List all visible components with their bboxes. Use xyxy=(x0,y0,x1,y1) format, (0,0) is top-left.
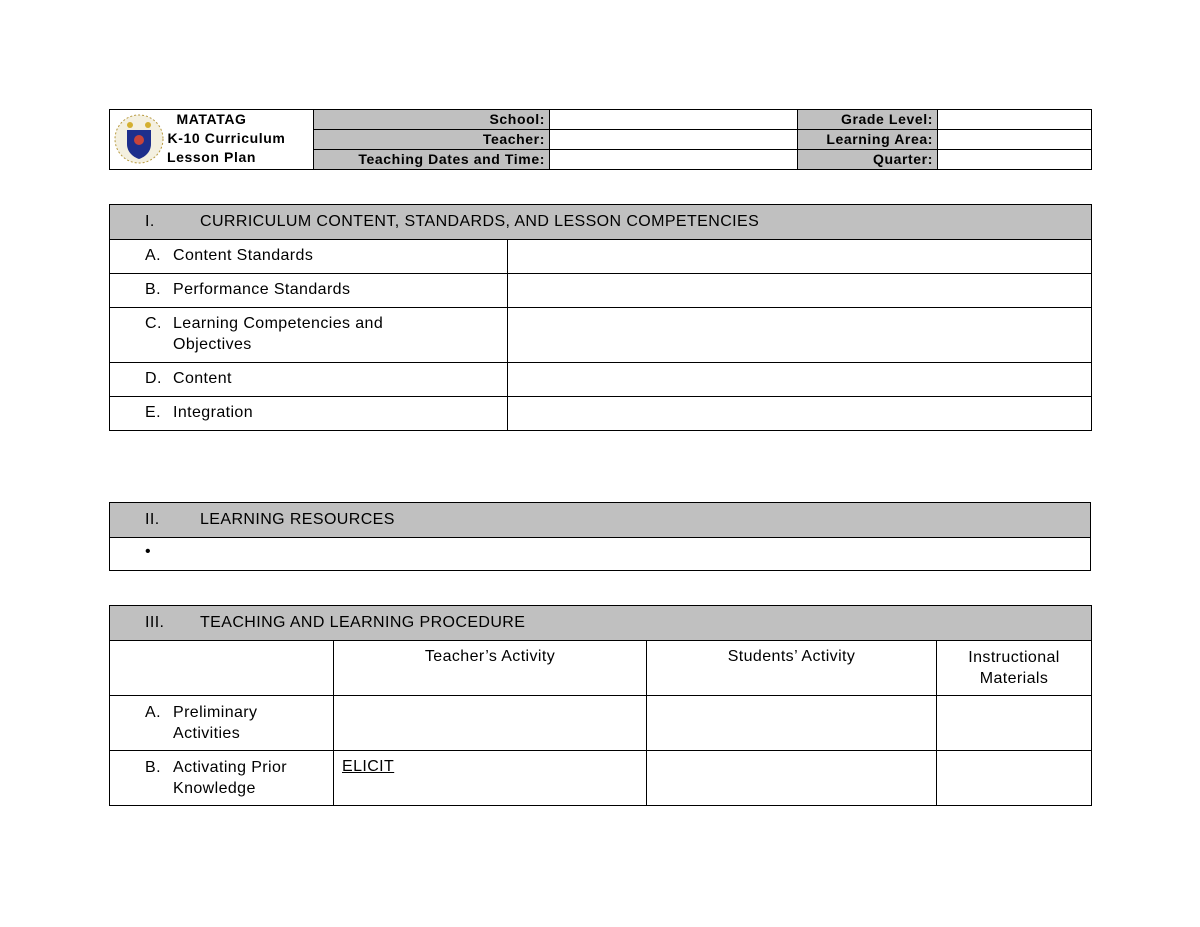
bullet: • xyxy=(145,543,152,560)
row-letter: B. xyxy=(145,759,161,776)
row-text: Integration xyxy=(173,404,254,421)
title-cell xyxy=(110,110,314,170)
school-label: School: xyxy=(314,110,550,130)
materials-field[interactable] xyxy=(937,696,1092,751)
row-label xyxy=(110,363,508,397)
row-text: Learning Competencies and Objectives xyxy=(173,315,384,353)
competencies-field[interactable] xyxy=(508,308,1092,363)
row-letter: E. xyxy=(145,404,161,421)
grade-level-field[interactable] xyxy=(938,110,1092,130)
row-label xyxy=(110,397,508,431)
row-letter: A. xyxy=(145,704,161,721)
section-number: II. xyxy=(145,511,160,528)
section-title: TEACHING AND LEARNING PROCEDURE xyxy=(200,614,526,631)
col-students-activity: Students’ Activity xyxy=(647,641,937,696)
grade-level-label: Grade Level: xyxy=(798,110,938,130)
learning-area-field[interactable] xyxy=(938,130,1092,150)
row-text: Performance Standards xyxy=(173,281,351,298)
section-number: I. xyxy=(145,213,155,230)
performance-standards-field[interactable] xyxy=(508,274,1092,308)
row-text: Activating Prior Knowledge xyxy=(173,759,287,797)
students-activity-field[interactable] xyxy=(647,696,937,751)
title-line-1: MATATAG xyxy=(176,111,247,127)
row-label xyxy=(110,308,508,363)
students-activity-field[interactable] xyxy=(647,751,937,806)
row-label xyxy=(110,240,508,274)
section-2-header xyxy=(110,503,1091,538)
row-text: Content Standards xyxy=(173,247,314,264)
section-procedure xyxy=(109,605,1092,806)
title-line-3: Lesson Plan xyxy=(166,149,257,165)
section-1-header xyxy=(110,205,1092,240)
content-field[interactable] xyxy=(508,363,1092,397)
row-text: Preliminary Activities xyxy=(173,704,258,742)
teacher-field[interactable] xyxy=(550,130,798,150)
col-teacher-activity: Teacher’s Activity xyxy=(334,641,647,696)
col-instructional-materials: Instructional Materials xyxy=(937,641,1092,696)
row-letter: B. xyxy=(145,281,161,298)
dates-label: Teaching Dates and Time: xyxy=(314,150,550,170)
learning-area-label: Learning Area: xyxy=(798,130,938,150)
materials-field[interactable] xyxy=(937,751,1092,806)
title-line-2: K-10 Curriculum xyxy=(167,130,286,146)
section-3-header xyxy=(110,606,1092,641)
teacher-activity-field[interactable] xyxy=(334,696,647,751)
row-label xyxy=(110,696,334,751)
row-letter: C. xyxy=(145,315,162,332)
row-label xyxy=(110,274,508,308)
section-resources xyxy=(109,502,1091,571)
row-letter: D. xyxy=(145,370,162,387)
teacher-label: Teacher: xyxy=(314,130,550,150)
deped-seal-logo xyxy=(113,112,165,167)
row-text: Content xyxy=(173,370,232,387)
section-title: CURRICULUM CONTENT, STANDARDS, AND LESSON COMPETENCIES xyxy=(200,213,760,230)
section-number: III. xyxy=(145,614,165,631)
row-label xyxy=(110,751,334,806)
resources-field[interactable] xyxy=(110,538,1091,571)
blank-header-cell xyxy=(110,641,334,696)
quarter-label: Quarter: xyxy=(798,150,938,170)
integration-field[interactable] xyxy=(508,397,1092,431)
row-letter: A. xyxy=(145,247,161,264)
teacher-activity-field[interactable]: ELICIT xyxy=(334,751,647,806)
quarter-field[interactable] xyxy=(938,150,1092,170)
dates-field[interactable] xyxy=(550,150,798,170)
section-curriculum xyxy=(109,204,1092,431)
content-standards-field[interactable] xyxy=(508,240,1092,274)
header-table xyxy=(109,109,1092,170)
section-title: LEARNING RESOURCES xyxy=(200,511,395,528)
school-field[interactable] xyxy=(550,110,798,130)
